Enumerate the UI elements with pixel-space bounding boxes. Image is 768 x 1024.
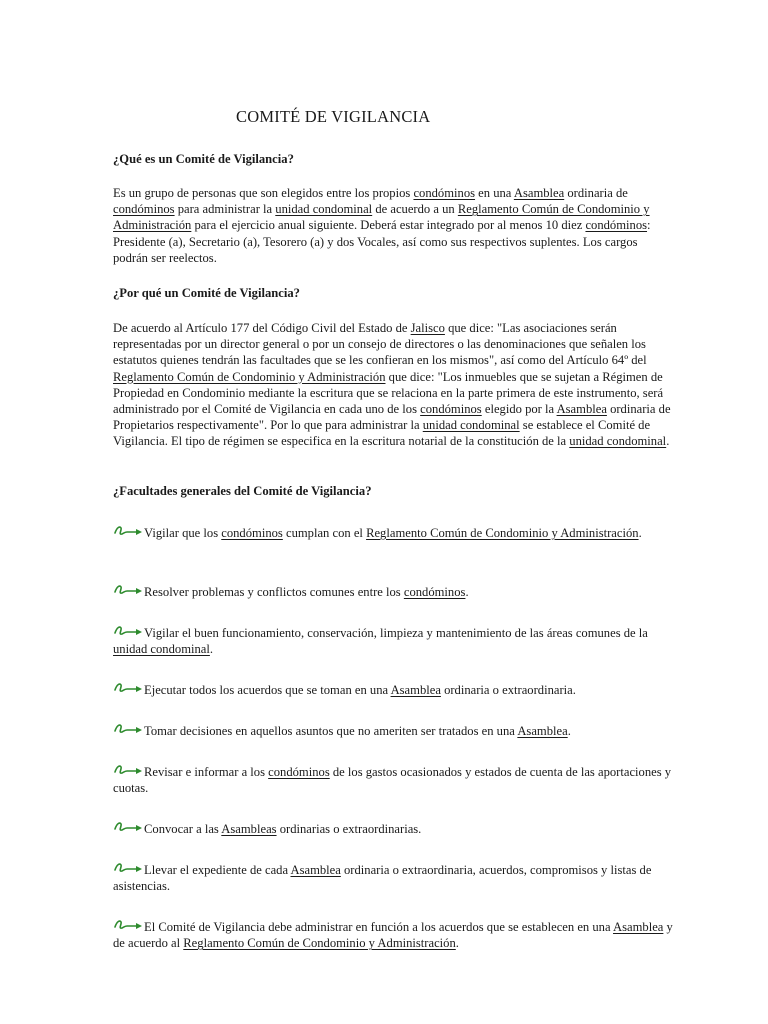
item-link[interactable]: Asamblea <box>517 724 568 738</box>
text: ordinaria de <box>564 186 628 200</box>
link-condominos[interactable]: condóminos <box>420 402 482 417</box>
page-title: COMITÉ DE VIGILANCIA <box>236 107 431 126</box>
green-hand-arrow-icon <box>113 918 144 932</box>
faculty-item <box>113 861 673 894</box>
item-text: . <box>455 936 459 951</box>
item-text: ordinaria o extraordinaria, acuerdos, compromisos y listas de asistencias. <box>113 863 652 894</box>
text: . <box>666 434 670 449</box>
faculty-item <box>113 722 673 739</box>
link-unidad-condominal[interactable]: unidad condominal <box>275 202 373 217</box>
link-jalisco[interactable]: Jalisco <box>410 321 445 335</box>
faculty-item <box>113 820 673 837</box>
item-link[interactable]: Asamblea <box>290 863 341 877</box>
item-text: y de acuerdo al <box>113 920 673 951</box>
green-hand-arrow-icon <box>113 861 144 875</box>
item-text: El Comité de Vigilancia debe administrar en función a los acuerdos que se establecen en una <box>144 920 614 934</box>
link-condominos[interactable]: condóminos <box>585 218 648 233</box>
item-link[interactable]: Reglamento Común de Condominio y Administración <box>183 936 456 951</box>
item-link[interactable]: Asambleas <box>221 822 277 836</box>
item-text: . <box>567 724 571 738</box>
text: para administrar la <box>174 202 276 217</box>
item-text: Ejecutar todos los acuerdos que se toman en una <box>144 683 391 697</box>
faculty-item <box>113 918 673 951</box>
item-link[interactable]: Asamblea <box>390 683 441 697</box>
link-condominos[interactable]: condóminos <box>413 186 476 200</box>
link-reglamento[interactable]: Reglamento Común de Condominio y Administración <box>113 202 650 233</box>
green-hand-arrow-icon <box>113 681 144 695</box>
text: que dice: "Los inmuebles que se sujetan a Régimen de Propiedad en Condominio mediante la escritura que se relaciona en la parte primera de este instrumento, será administrado por el Comité de Vigilancia en cada uno de los <box>113 369 664 417</box>
text: en una <box>475 186 514 200</box>
faculty-item <box>113 524 673 541</box>
green-hand-arrow-icon <box>113 583 144 597</box>
faculty-item <box>113 763 673 796</box>
green-hand-arrow-icon <box>113 722 144 736</box>
item-text: Tomar decisiones en aquellos asuntos que no ameriten ser tratados en una <box>144 724 518 738</box>
item-text: . <box>465 585 469 599</box>
text: para el ejercicio anual siguiente. Deberá estar integrado por al menos 10 diez <box>191 218 586 233</box>
item-text: ordinarias o extraordinarias. <box>276 822 422 836</box>
item-text: Llevar el expediente de cada <box>144 863 291 877</box>
item-text: Vigilar que los <box>144 526 222 540</box>
item-text: Vigilar el buen funcionamiento, conservación, limpieza y mantenimiento de las áreas comunes de la <box>144 626 648 640</box>
green-hand-arrow-icon <box>113 820 144 834</box>
text: De acuerdo al Artículo 177 del Código Civil del Estado de <box>113 321 411 335</box>
link-asamblea[interactable]: Asamblea <box>556 402 607 417</box>
text: se establece el Comité de Vigilancia. El tipo de régimen se especifica en la escritura notarial de la constitución de la <box>113 418 651 449</box>
link-unidad-condominal[interactable]: unidad condominal <box>569 434 667 449</box>
link-condominos[interactable]: condóminos <box>113 202 175 217</box>
text: : Presidente (a), Secretario (a), Tesorero (a) y dos Vocales, así como sus respectivos suplentes. Los cargos podrán ser reelectos. <box>113 218 651 265</box>
section-heading-faculties: ¿Facultades generales del Comité de Vigilancia? <box>113 484 372 498</box>
item-link[interactable]: condóminos <box>403 585 466 599</box>
item-link[interactable]: Reglamento Común de Condominio y Administración <box>366 526 639 540</box>
item-link[interactable]: condóminos <box>221 526 283 540</box>
paragraph-definition <box>113 185 673 266</box>
link-unidad-condominal[interactable]: unidad condominal <box>422 418 520 433</box>
item-link[interactable]: unidad condominal <box>113 642 210 657</box>
item-text: cumplan con el <box>282 526 367 540</box>
text: que dice: "Las asociaciones serán representadas por un director general o por un consejo de directores o las denominaciones que señalen los estatutos quienes tendrán las facultades que se les confieran en los mismos", así como del Artículo 64º del <box>113 321 647 368</box>
section-heading-what: ¿Qué es un Comité de Vigilancia? <box>113 152 294 166</box>
item-link[interactable]: Asamblea <box>613 920 664 934</box>
item-text: . <box>638 526 642 540</box>
item-link[interactable]: condóminos <box>268 765 330 779</box>
paragraph-legal-basis <box>113 320 673 450</box>
text: de acuerdo a un <box>372 202 458 217</box>
green-hand-arrow-icon <box>113 763 144 777</box>
item-text: Convocar a las <box>144 822 222 836</box>
faculty-item <box>113 624 673 657</box>
text: ordinaria de Propietarios respectivamente". Por lo que para administrar la <box>113 402 671 433</box>
item-text: ordinaria o extraordinaria. <box>440 683 576 697</box>
text: Es un grupo de personas que son elegidos entre los propios <box>113 186 414 200</box>
item-text: . <box>209 642 214 657</box>
link-reglamento[interactable]: Reglamento Común de Condominio y Administración <box>113 369 386 384</box>
item-text: de los gastos ocasionados y estados de cuenta de las aportaciones y cuotas. <box>113 765 672 796</box>
text: elegido por la <box>481 402 557 417</box>
green-hand-arrow-icon <box>113 624 144 638</box>
faculty-item <box>113 681 673 698</box>
item-text: Revisar e informar a los <box>144 765 269 779</box>
faculty-item <box>113 583 673 600</box>
section-heading-why: ¿Por qué un Comité de Vigilancia? <box>113 286 300 300</box>
item-text: Resolver problemas y conflictos comunes entre los <box>144 585 404 599</box>
link-asamblea[interactable]: Asamblea <box>513 186 565 200</box>
green-hand-arrow-icon <box>113 524 144 538</box>
